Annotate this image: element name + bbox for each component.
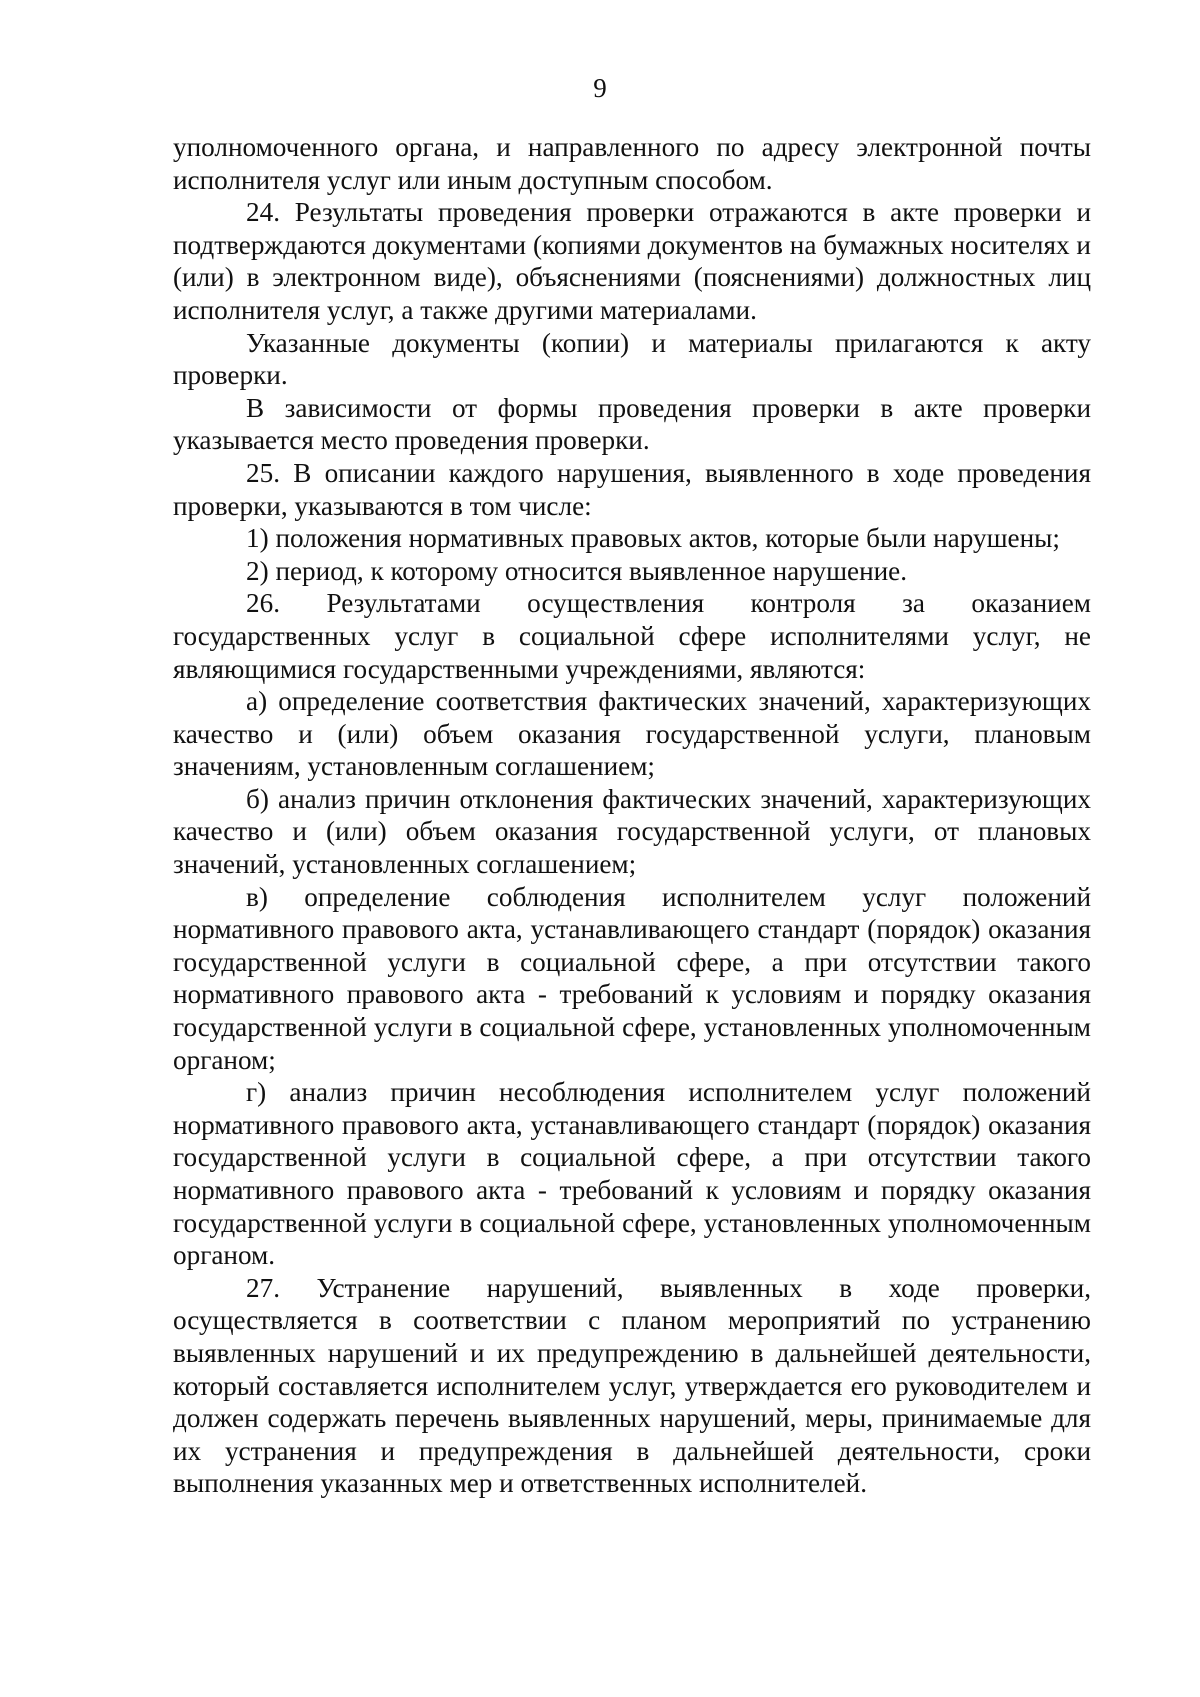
list-item-26-g: г) анализ причин несоблюдения исполнителем услуг положений нормативного правового акта, устанавливающего стандарт (порядок) оказания государственной услуги в социальной сфере, а при отсутствии такого нормативного правового акта - требований к условиям и порядку оказания государственной услуги в социальной сфере, установленных уполномоченным органом. (173, 1077, 1091, 1271)
paragraph-27: 27. Устранение нарушений, выявленных в ходе проверки, осуществляется в соответствии с планом мероприятий по устранению выявленных нарушений и их предупреждению в дальнейшей деятельности, который составляется исполнителем услуг, утверждается его руководителем и должен содержать перечень выявленных нарушений, меры, принимаемые для их устранения и предупреждения в дальнейшей деятельности, сроки выполнения указанных мер и ответственных исполнителей. (173, 1272, 1091, 1499)
list-item-26-b: б) анализ причин отклонения фактических значений, характеризующих качество и (или) объем оказания государственной услуги, от плановых значений, установленных соглашением; (173, 783, 1091, 880)
list-item-25-2: 2) период, к которому относится выявленное нарушение. (246, 555, 908, 586)
paragraph-attached-documents: Указанные документы (копии) и материалы прилагаются к акту проверки. (173, 327, 1091, 391)
paragraph-26: 26. Результатами осуществления контроля за оказанием государственных услуг в социальной сфере исполнителями услуг, не являющимися государственными учреждениями, являются: (173, 588, 1091, 684)
page-number: 9 (593, 73, 607, 103)
list-item-26-v: в) определение соблюдения исполнителем услуг положений нормативного правового акта, устанавливающего стандарт (порядок) оказания государственной услуги в социальной сфере, а при отсутствии такого нормативного правового акта - требований к условиям и порядку оказания государственной услуги в социальной сфере, установленных уполномоченным органом; (173, 881, 1091, 1075)
paragraph-25: 25. В описании каждого нарушения, выявленного в ходе проведения проверки, указываются в том числе: (173, 457, 1091, 521)
paragraph-continuation: уполномоченного органа, и направленного по адресу электронной почты исполнителя услуг или иным доступным способом. (173, 132, 1091, 195)
paragraph-24: 24. Результаты проведения проверки отражаются в акте проверки и подтверждаются документами (копиями документов на бумажных носителях и (или) в электронном виде), объяснениями (пояснениями) должностных лиц исполнителя услуг, а также другими материалами. (173, 197, 1091, 325)
list-item-26-a: а) определение соответствия фактических значений, характеризующих качество и (или) объем оказания государственной услуги, плановым значениям, установленным соглашением; (173, 686, 1091, 782)
paragraph-inspection-place: В зависимости от формы проведения проверки в акте проверки указывается место проведения проверки. (173, 392, 1091, 456)
list-item-25-1: 1) положения нормативных правовых актов, которые были нарушены; (246, 523, 1060, 554)
document-body (173, 131, 1091, 1500)
